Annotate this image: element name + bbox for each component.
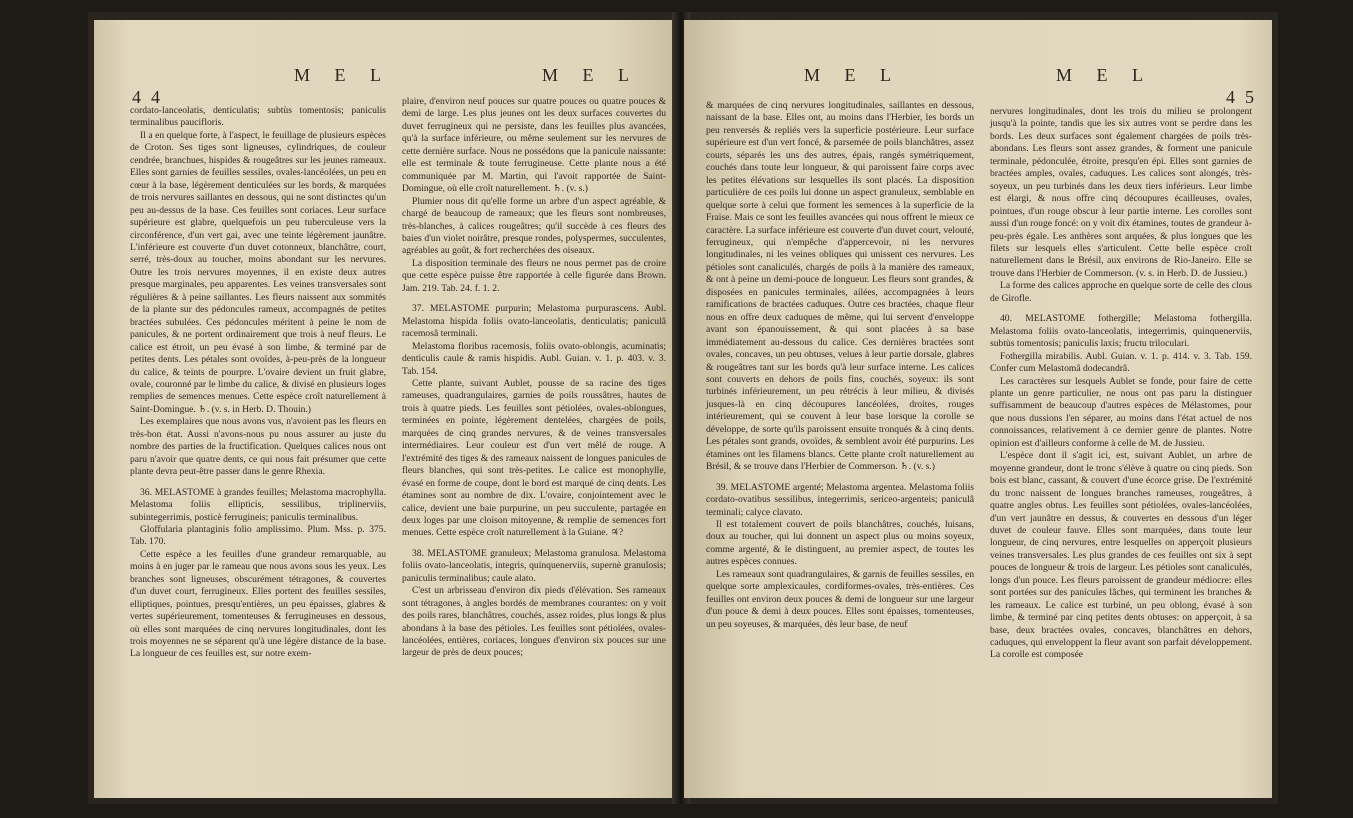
entry-heading: 36. MELASTOME à grandes feuilles; Melastoma macrophylla. Melastoma foliis ellipticis, sessilibus, triplinerviis, subintegerrimis, posticè ferrugineis; paniculis terminalibus.: [130, 486, 386, 523]
text-block: cordato-lanceolatis, denticulatis; subtùs tomentosis; paniculis terminalibus paucifloris.: [130, 105, 386, 129]
right-running-head: M E L: [804, 65, 901, 85]
entry-heading: 38. MELASTOME granuleux; Melastoma granulosa. Melastoma foliis ovato-lanceolatis, integris, quinquenerviis, supernè granulosis; paniculis terminalibus; caule alato.: [402, 547, 666, 584]
left-column-2: [402, 60, 666, 660]
text-block: plaire, d'environ neuf pouces sur quatre pouces ou quatre pouces & demi de large. Les plus jeunes ont les deux surfaces couvertes du duvet ferrugineux qui ne persiste, dans les feuilles plus avancées, qu'à la surface inférieure, ou même seulement sur les nervures de cette dernière surface. Nous ne possédons que la panicule naissante: elle est terminale & toute ferrugineuse. Cette plante nous a été communiquée par M. Martin, qui l'avoit rapportée de Saint-Domingue, où elle croît naturellement. ♄. (v. s.): [402, 96, 666, 195]
left-running-head: M E L: [294, 65, 391, 85]
entry-heading: 39. MELASTOME argenté; Melastoma argentea. Melastoma foliis cordato-ovatibus sessilibus, integerrimis, sericeo-argenteis; paniculâ terminali; calyce clavato.: [706, 481, 974, 518]
text-block: La disposition terminale des fleurs ne nous permet pas de croire que cette espèce puisse être rapportée à celle figurée dans Brown. Jam. 219. Tab. 24. f. 1. 2.: [402, 257, 666, 294]
text-block: Les caractères sur lesquels Aublet se fonde, pour faire de cette plante un genre particulier, ne nous ont pas paru la distinguer suffisamment de beaucoup d'autres espèces de Mélastomes, pour que nous dussions l'en séparer, au moins dans l'état actuel de nos connoissances, relativement à ce dernier genre de plantes. Notre opinion est d'ailleurs conforme à celle de M. de Jussieu.: [990, 375, 1252, 449]
text-block: & marquées de cinq nervures longitudinales, saillantes en dessous, naissant de la base. Elles ont, au moins dans l'Herbier, les bords un peu renversés & repliés vers la superficie postérieure. Leur surface supérieure est d'un vert foncé, & parsemée de poils blanchâtres, assez courts, séparés les uns des autres, épais, rangés symétriquement, couchés dans toute leur longueur, & qui paroissent faire corps avec les petites élévations sur lesquelles ils sont placés. La disposition particulière de ces poils lui donne un aspect granuleux, semblable en quelque sorte à celui que forment les semences à la superficie de la Fraise. Mais ce sont les feuilles avancées qui nous offrent le mieux ce caractère. La surface inférieure est couverte d'un duvet court, velouté, ferrugineux, qui n'empêche d'appercevoir, ni les nervures longitudinales, ni les veines obliques qui unissent ces nervures. Les pétioles sont canaliculés, chargés de poils à la manière des rameaux, & ont à peine un demi-pouce de longueur. Les fleurs sont grandes, & disposées en panicules terminales, ailées, accompagnées à leurs ramifications de bractées caduques. Outre ces bractées, chaque fleur nous en offre deux caduques de même, qui lui servent d'enveloppe avant son épanouissement, & qui sont placées à sa base immédiatement au-dessous du calice. Ces dernières bractées sont ovales, concaves, un peu obtuses, velues à leur partie dorsale, glabres & rougeâtres tant sur les bords qu'à leur surface interne. Les calices sont couverts en dehors de poils fins, couchés, soyeux: ils sont turbinés inférieurement, un peu rétrécis à leur milieu, & divisés jusques-là en cinq découpures lancéolées, droites, rouges intérieurement, qui se couvent à leur base lorsque la corolle se développe, de sorte qu'ils paroissent ensuite tronqués & à cinq dents. Les pétales sont grands, ovoïdes, & semblent avoir été purpurins. Les étamines ont les filamens blancs. Cette plante croît naturellement au Brésil, & se trouve dans l'Herbier de Commerson. ♄. (v. s.): [706, 100, 974, 473]
text-block: Les exemplaires que nous avons vus, n'avoient pas les fleurs en très-bon état. Aussi n'avons-nous pu nous assurer au juste du nombre des parties de la fructification. Quelques calices nous ont paru n'avoir que quatre dents, ce qui nous fait présumer que cette plante devra peut-être passer dans le genre Rhexia.: [130, 416, 386, 478]
synonym: Melastoma floribus racemosis, foliis ovato-oblongis, acuminatis; denticulis caule & ramis hispidis. Aubl. Guian. v. 1. p. 403. v. 3. Tab. 154.: [402, 340, 666, 377]
text-block: Les rameaux sont quadrangulaires, & garnis de feuilles sessiles, en quelque sorte amplexicaules, cordiformes-ovales, très-entières. Ces feuilles ont environ deux pouces & demi de longueur sur une largeur d'un pouce & demi à deux pouces. Elles sont épaisses, tomenteuses, un peu soyeuses, & marquées, dès leur base, de neuf: [706, 568, 974, 630]
left-page: [94, 20, 678, 798]
left-column-1: [130, 60, 386, 661]
right-column-2: [990, 60, 1252, 662]
entry-heading: 40. MELASTOME fothergille; Melastoma fothergilla. Melastoma foliis ovato-lanceolatis, integerrimis, quinquenerviis, subtùs tomentosis; paniculis laxis; fructu triloculari.: [990, 313, 1252, 350]
text-block: Cette plante, suivant Aublet, pousse de sa racine des tiges rameuses, quadrangulaires, garnies de poils roussâtres, hautes de trois à quatre pieds. Les feuilles sont pétiolées, ovales-oblongues, terminées en pointe, légèrement dentelées, chargées de poils, marquées de cinq grandes nervures, & de veines transversales intermédiaires. Leur couleur est d'un vert mêlé de rouge. A l'extrémité des tiges & des rameaux naissent de longues panicules de fleurs blanches, qui sont très-petites. Le calice est monophylle, évasé en forme de coupe, dont le bord est marqué de cinq dents. Les étamines sont au nombre de dix. L'ovaire, conjointement avec le calice, devient une baie purpurine, un peu succulente, partagée en deux loges par une cloison mitoyenne, & remplie de semences fort menues. Cette espèce croît naturellement à la Guiane. ♃?: [402, 377, 666, 539]
text-block: Plumier nous dit qu'elle forme un arbre d'un aspect agréable, & chargé de beaucoup de rameaux; que les fleurs sont nombreuses, très-blanches, à calices rougeâtres; qu'il succède à ces fleurs des baies d'un violet noirâtre, presque rondes, polyspermes, succulentes, agréables au goût, & fort recherchées des oiseaux.: [402, 195, 666, 257]
synonym: Fothergilla mirabilis. Aubl. Guian. v. 1. p. 414. v. 3. Tab. 159. Confer cum Melastomâ dodecandrâ.: [990, 350, 1252, 375]
entry-heading: 37. MELASTOME purpurin; Melastoma purpurascens. Aubl. Melastoma hispida foliis ovato-lanceolatis, denticulatis; paniculâ racemosâ terminali.: [402, 303, 666, 340]
right-column-1: [706, 60, 974, 631]
left-page-number: 44: [132, 87, 170, 107]
text-block: Il est totalement couvert de poils blanchâtres, couchés, luisans, doux au toucher, qui lui donnent un aspect plus ou moins soyeux, comme argenté, & le distinguent, au premier aspect, de toutes les autres espèces connues.: [706, 518, 974, 568]
text-block: nervures longitudinales, dont les trois du milieu se prolongent jusqu'à la pointe, tandis que les six autres vont se perdre dans les bords. Les deux surfaces sont également chargées de poils très-abondans. Les fleurs sont assez grandes, & forment une panicule terminale, pédonculée, étroite, presqu'en épi. Elles sont garnies de bractées amples, ovales, caduques. Les calices sont alongés, très-soyeux, un peu turbinés dans les deux tiers inférieurs. Leur limbe est élargi, & nous offre cinq découpures écailleuses, ovales, pointues, d'un rouge obscur à leur partie interne. Les corolles sont aussi d'un rouge foncé: on y voit dix étamines, toutes de grandeur à-peu-près égale. Les anthères sont arquées, & plus longues que les filets sur lesquels elles s'articulent. Cette belle espèce croît naturellement dans le Brésil, aux environs de Rio-Janeiro. Elle se trouve dans l'Herbier de Commerson. (v. s. in Herb. D. de Jussieu.): [990, 106, 1252, 279]
text-block: Cette espèce a les feuilles d'une grandeur remarquable, au moins à en juger par le rameau que nous avons sous les yeux. Les branches sont ligneuses, obscurément tétragones, & couvertes d'un duvet court, ferrugineux. Elles portent des feuilles sessiles, elliptiques, pointues, presqu'entières, un peu épaisses, glabres & vertes supérieurement, tomenteuses & ferrugineuses en dessous, où elles sont marquées de cinq nervures longitudinales, dont les trois moyennes ne se séparent qu'à une légère distance de la base. La longueur de ces feuilles est, sur notre exem-: [130, 548, 386, 660]
left-running-head-secondary: M E L: [542, 65, 639, 85]
text-block: C'est un arbrisseau d'environ dix pieds d'élévation. Ses rameaux sont tétragones, à angles bordés de membranes courantes: on y voit des poils rares, blanchâtres, couchés, assez roides, plus longs & plus abondans à la base des pétioles. Les feuilles sont pétiolées, ovales-lancéolées, entières, coriaces, longues d'environ six pouces sur une largeur de près de deux pouces;: [402, 585, 666, 659]
text-block: Il a en quelque forte, à l'aspect, le feuillage de plusieurs espèces de Croton. Ses tiges sont ligneuses, cylindriques, de couleur cendrée, branchues, hispides & rougeâtres sur les jeunes rameaux. Elles sont garnies de feuilles sessiles, ovales-lancéolées, un peu en cœur à la base, légèrement denticulées sur les bords, & marquées de trois nervures saillantes en dessous, qui ne sont distinctes qu'un peu au-dessus de la base. Ces feuilles sont coriaces. Leur surface supérieure est glabre, quelquefois un peu tuberculeuse vers la circonférence, d'un vert gai, avec une teinte légèrement jaunâtre. L'inférieure est couverte d'un duvet cotonneux, blanchâtre, court, serré, très-doux au toucher, moins abondant sur les nervures. Outre les trois nervures moyennes, il en existe deux autres presque marginales, peu apparentes. Les veines transversales sont régulières & à peine saillantes. Les fleurs naissent aux sommités de la plante sur des pédoncules rameux, accompagnés de petites bractées subulées. Ces pédoncules méritent à peine le nom de panicules, & ne portent ordinairement que trois à neuf fleurs. Le calice est étroit, un peu évasé à son limbe, & terminé par de petites dents. Les pétales sont ovoïdes, à-peu-près de la longueur du calice, & teints de pourpre. L'ovaire devient un fruit glabre, ovale, couronné par le limbe du calice, & divisé en plusieurs loges remplies de semences menues. Cette espèce croît naturellement à Saint-Domingue. ♄. (v. s. in Herb. D. Thouin.): [130, 129, 386, 415]
text-block: La forme des calices approche en quelque sorte de celle des clous de Girofle.: [990, 280, 1252, 304]
right-running-head-secondary: M E L: [1056, 65, 1153, 85]
synonym: Gloffularia plantaginis folio amplissimo. Plum. Mss. p. 375. Tab. 170.: [130, 523, 386, 548]
text-block: L'espèce dont il s'agit ici, est, suivant Aublet, un arbre de moyenne grandeur, dont le tronc s'élève à quatre ou cinq pieds. Son bois est blanc, cassant, & couvert d'une écorce grise. De l'extrémité du tronc naissent de longues branches rameuses, rougeâtres, à quatre angles obtus. Les feuilles sont pétiolées, ovales-lancéolées, d'un vert jaunâtre en dessus, & couvertes en dessous d'un léger duvet de couleur fauve. Elles sont marquées, dans toute leur longueur, de cinq nervures, entre lesquelles on apperçoit plusieurs veines transversales. Les plus grandes de ces feuilles ont six à sept pouces de longueur & trois de largeur. Les pétioles sont canaliculés, longs d'un pouce. Les fleurs paroissent de grandeur médiocre: elles sont portées sur des panicules lâches, qui terminent les branches & les rameaux. Le calice est turbiné, un peu oblong, évasé à son limbe, & terminé par cinq petites dents obtuses: on apperçoit, à sa base, deux bractées ovales, concaves, blanchâtres en dehors, caduques, qui enveloppent la fleur avant son parfait développement. La corolle est composée: [990, 450, 1252, 661]
right-page-number: 45: [1226, 87, 1264, 107]
right-page: [684, 20, 1272, 798]
open-book: [88, 12, 1278, 804]
